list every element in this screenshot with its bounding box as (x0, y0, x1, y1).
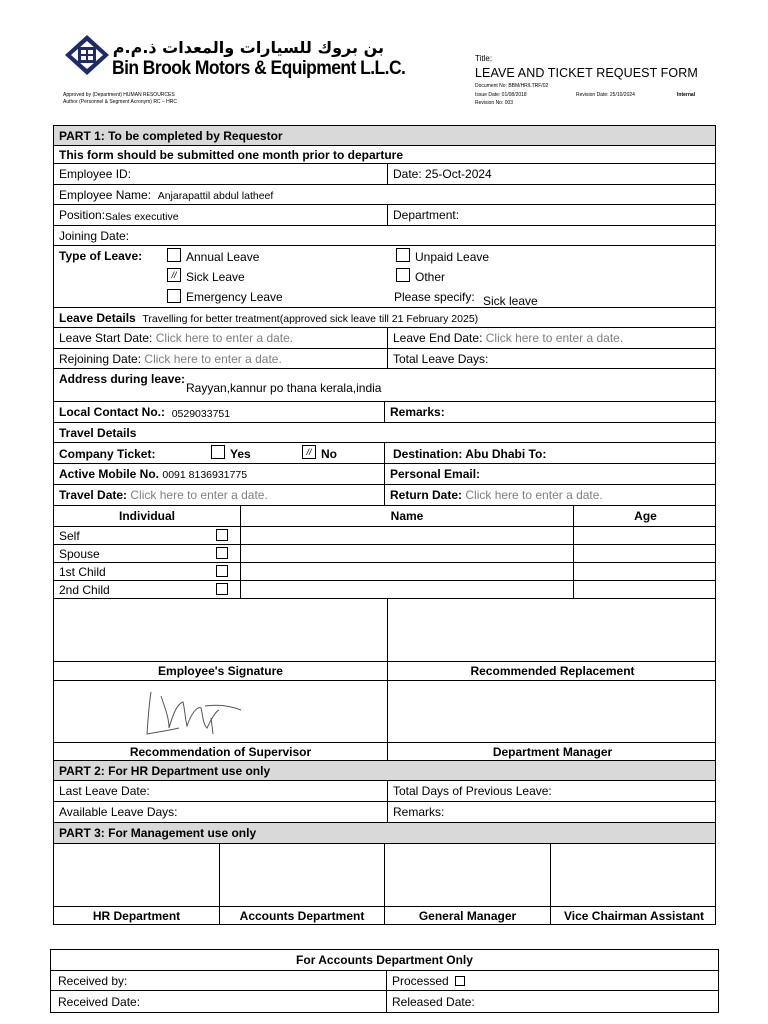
management-signature-space (54, 844, 715, 907)
submission-notice: This form should be submitted one month prior to departure (59, 147, 404, 162)
personal-email-field[interactable] (384, 464, 480, 484)
divider (219, 844, 220, 906)
form-title: LEAVE AND TICKET REQUEST FORM (475, 66, 698, 80)
annual-leave-label: Annual Leave (186, 250, 260, 264)
travel-details-row (54, 423, 715, 443)
individual-row-child1 (54, 563, 715, 581)
part2-heading-row (54, 761, 715, 781)
employee-signature-label: Employee's Signature (158, 664, 283, 678)
last-leave-field[interactable] (54, 781, 387, 801)
address-value[interactable]: Rayyan,kannur po thana kerala,india (186, 381, 382, 395)
received-by-field[interactable] (53, 971, 386, 990)
joining-date-label: Joining Date: (59, 228, 130, 243)
position-label: Position: (59, 208, 106, 222)
ticket-no-checkbox[interactable] (302, 445, 316, 459)
divider (573, 545, 574, 562)
total-leave-days-field[interactable] (387, 349, 488, 368)
individual-header: Individual (118, 509, 175, 523)
recommended-replacement-label: Recommended Replacement (387, 662, 717, 680)
mobile-label: Active Mobile No. (59, 467, 160, 481)
released-date-field[interactable] (386, 991, 475, 1012)
available-leave-field[interactable] (54, 802, 387, 822)
approved-by: Approved by (Department) HUMAN RESOURCES (63, 92, 175, 98)
divider (240, 581, 241, 598)
revision-date: Revision Date: 25/10/2024 (576, 92, 635, 98)
rejoining-field[interactable] (54, 349, 387, 368)
total-prev-leave-field[interactable] (387, 781, 552, 801)
mobile-field[interactable] (54, 464, 384, 484)
employee-name-row (54, 185, 715, 205)
individual-row-self (54, 527, 715, 545)
part1-heading: PART 1: To be completed by Requestor (59, 128, 283, 143)
available-leave-row (54, 802, 715, 823)
personal-email-label: Personal Email: (390, 467, 481, 481)
hr-department-label: HR Department (92, 909, 181, 923)
travel-details-heading: Travel Details (59, 425, 137, 440)
part3-heading-row (54, 823, 715, 844)
date-field[interactable] (387, 164, 492, 184)
sick-leave-label: Sick Leave (186, 270, 245, 284)
approval-info (63, 92, 177, 106)
divider (240, 527, 241, 544)
leave-end-label: Leave End Date: (393, 331, 483, 345)
received-date-field[interactable] (53, 991, 386, 1012)
divider (240, 563, 241, 580)
individual-self-label: Self (59, 528, 80, 543)
employee-id-row (54, 164, 715, 185)
management-labels-row (54, 907, 715, 925)
employee-signature-image (139, 684, 249, 742)
position-value: Sales executive (105, 210, 179, 223)
last-leave-label: Last Leave Date: (59, 784, 150, 798)
divider (387, 599, 388, 661)
author: Author (Personnel & Segment Acronym) RC – HRC (63, 99, 177, 105)
notice-row (54, 146, 715, 164)
mobile-value: 0091 8136931775 (162, 468, 248, 481)
employee-name-label: Employee Name: (59, 187, 152, 202)
leave-details-value: Travelling for better treatment(approved sick leave till 21 February 2025) (142, 313, 479, 326)
last-leave-row (54, 781, 715, 802)
part1-heading-row (54, 126, 715, 146)
processed-field[interactable] (386, 971, 465, 990)
individual-row-child2 (54, 581, 715, 599)
sick-leave-checkbox[interactable] (167, 268, 181, 282)
sick-leave-check-mark: // (171, 270, 177, 280)
divider (550, 844, 551, 906)
employee-name-field[interactable] (54, 185, 273, 204)
department-field[interactable] (387, 205, 459, 225)
leave-end-placeholder: Click here to enter a date. (485, 331, 624, 345)
please-specify-value[interactable]: Sick leave (483, 294, 538, 308)
leave-details-row (54, 308, 715, 328)
individual-spouse-label: Spouse (59, 546, 100, 561)
annual-leave-checkbox[interactable] (167, 248, 181, 262)
leave-dates-row (54, 328, 715, 349)
received-by-row (51, 971, 718, 991)
rejoining-label: Rejoining Date: (59, 351, 142, 366)
processed-label: Processed (392, 973, 449, 988)
travel-date-label: Travel Date: (59, 488, 128, 502)
local-contact-label: Local Contact No.: (59, 405, 166, 419)
divider (387, 681, 388, 742)
company-name-arabic: بن بروك للسيارات والمعدات ذ.م.م (112, 38, 384, 57)
individual-child2-checkbox[interactable] (216, 583, 228, 595)
return-date-placeholder: Click here to enter a date. (465, 488, 603, 502)
company-ticket-row (54, 443, 715, 464)
contact-row (54, 402, 715, 423)
position-field[interactable] (54, 205, 387, 225)
other-leave-checkbox[interactable] (396, 268, 410, 282)
destination-label[interactable]: Destination: Abu Dhabi To: (393, 447, 547, 461)
individual-child1-label: 1st Child (59, 564, 106, 579)
title-label: Title: (475, 54, 493, 63)
individual-child1-checkbox[interactable] (216, 565, 228, 577)
travel-date-field[interactable] (54, 485, 384, 505)
total-leave-days-label: Total Leave Days: (393, 351, 489, 366)
signature-space-row-1 (54, 599, 715, 662)
accounts-section (50, 949, 719, 1013)
joining-date-field[interactable] (54, 226, 129, 245)
return-date-label: Return Date: (390, 488, 463, 502)
department-manager-label: Department Manager (387, 743, 717, 760)
classification: Internal (677, 92, 696, 98)
leave-type-row (54, 246, 715, 308)
divider (573, 563, 574, 580)
document-no: Document No: BBM/HR/LTRF/02 (475, 83, 549, 89)
unpaid-leave-label: Unpaid Leave (415, 250, 490, 264)
divider (384, 844, 385, 906)
local-contact-value: 0529033751 (171, 407, 231, 420)
please-specify-label: Please specify: (394, 290, 475, 304)
divider (240, 545, 241, 562)
company-ticket-label: Company Ticket: (59, 447, 156, 461)
request-form (53, 125, 716, 925)
remarks-label: Remarks: (390, 405, 445, 419)
name-header: Name (240, 506, 573, 526)
total-prev-leave-label: Total Days of Previous Leave: (393, 784, 552, 798)
hr-remarks-label: Remarks: (393, 805, 445, 819)
signature-labels-row-2 (54, 743, 715, 761)
leave-end-field[interactable] (387, 328, 623, 348)
divider (384, 443, 385, 463)
emergency-leave-checkbox[interactable] (167, 289, 181, 303)
received-date-row (51, 991, 718, 1012)
ticket-no-label: No (321, 447, 337, 461)
vice-chairman-assistant-label: Vice Chairman Assistant (550, 907, 717, 925)
mobile-row (54, 464, 715, 485)
employee-id-field[interactable] (54, 164, 387, 184)
part2-heading: PART 2: For HR Department use only (59, 763, 271, 778)
ticket-yes-label: Yes (230, 447, 251, 461)
issue-date: Issue Date: 01/08/2018 (475, 92, 527, 98)
rejoining-placeholder: Click here to enter a date. (144, 351, 282, 366)
ticket-yes-checkbox[interactable] (211, 445, 225, 459)
position-row (54, 205, 715, 226)
local-contact-field[interactable] (54, 402, 384, 422)
received-date-label: Received Date: (58, 994, 141, 1009)
leave-start-label: Leave Start Date: (59, 331, 153, 345)
remarks-field[interactable] (384, 402, 445, 422)
available-leave-label: Available Leave Days: (59, 805, 178, 819)
divider (573, 527, 574, 544)
department-label: Department: (393, 208, 460, 222)
leave-details-field[interactable] (54, 308, 478, 327)
leave-details-label: Leave Details (59, 310, 136, 325)
leave-start-field[interactable] (54, 328, 387, 348)
age-header: Age (573, 506, 717, 526)
accounts-heading: For Accounts Department Only (296, 953, 473, 967)
supervisor-recommendation-label: Recommendation of Supervisor (129, 744, 312, 759)
accounts-department-label: Accounts Department (219, 907, 384, 925)
emergency-leave-label: Emergency Leave (186, 290, 283, 304)
employee-id-label: Employee ID: (59, 167, 132, 181)
ticket-no-check-mark: // (306, 447, 312, 457)
signature-space-row-2 (54, 681, 715, 743)
company-name: Bin Brook Motors & Equipment L.L.C. (112, 58, 406, 79)
date-value: 25-Oct-2024 (425, 167, 492, 181)
individuals-header-row (54, 506, 715, 527)
received-by-label: Received by: (58, 973, 128, 988)
signature-labels-row-1 (54, 662, 715, 681)
unpaid-leave-checkbox[interactable] (396, 248, 410, 262)
date-label: Date: (393, 167, 422, 181)
travel-date-placeholder: Click here to enter a date. (130, 488, 268, 502)
revision-no: Revision No: 003 (475, 100, 514, 106)
other-leave-label: Other (415, 270, 446, 284)
hr-remarks-field[interactable] (387, 802, 444, 822)
individual-row-spouse (54, 545, 715, 563)
individual-self-checkbox[interactable] (216, 529, 228, 541)
part3-heading: PART 3: For Management use only (59, 826, 257, 840)
rejoining-row (54, 349, 715, 369)
travel-dates-row (54, 485, 715, 506)
general-manager-label: General Manager (384, 907, 550, 925)
joining-date-row (54, 226, 715, 246)
processed-checkbox[interactable] (455, 976, 465, 986)
company-logo (63, 34, 111, 76)
individual-spouse-checkbox[interactable] (216, 547, 228, 559)
released-date-label: Released Date: (392, 994, 475, 1009)
leave-start-placeholder: Click here to enter a date. (155, 331, 294, 345)
address-label: Address during leave: (59, 372, 186, 386)
individual-child2-label: 2nd Child (59, 582, 110, 597)
leave-type-label: Type of Leave: (59, 249, 143, 263)
accounts-heading-row (51, 950, 718, 971)
address-row (54, 369, 715, 402)
return-date-field[interactable] (384, 485, 603, 505)
employee-name-value: Anjarapattil abdul latheef (157, 190, 274, 203)
divider (573, 581, 574, 598)
